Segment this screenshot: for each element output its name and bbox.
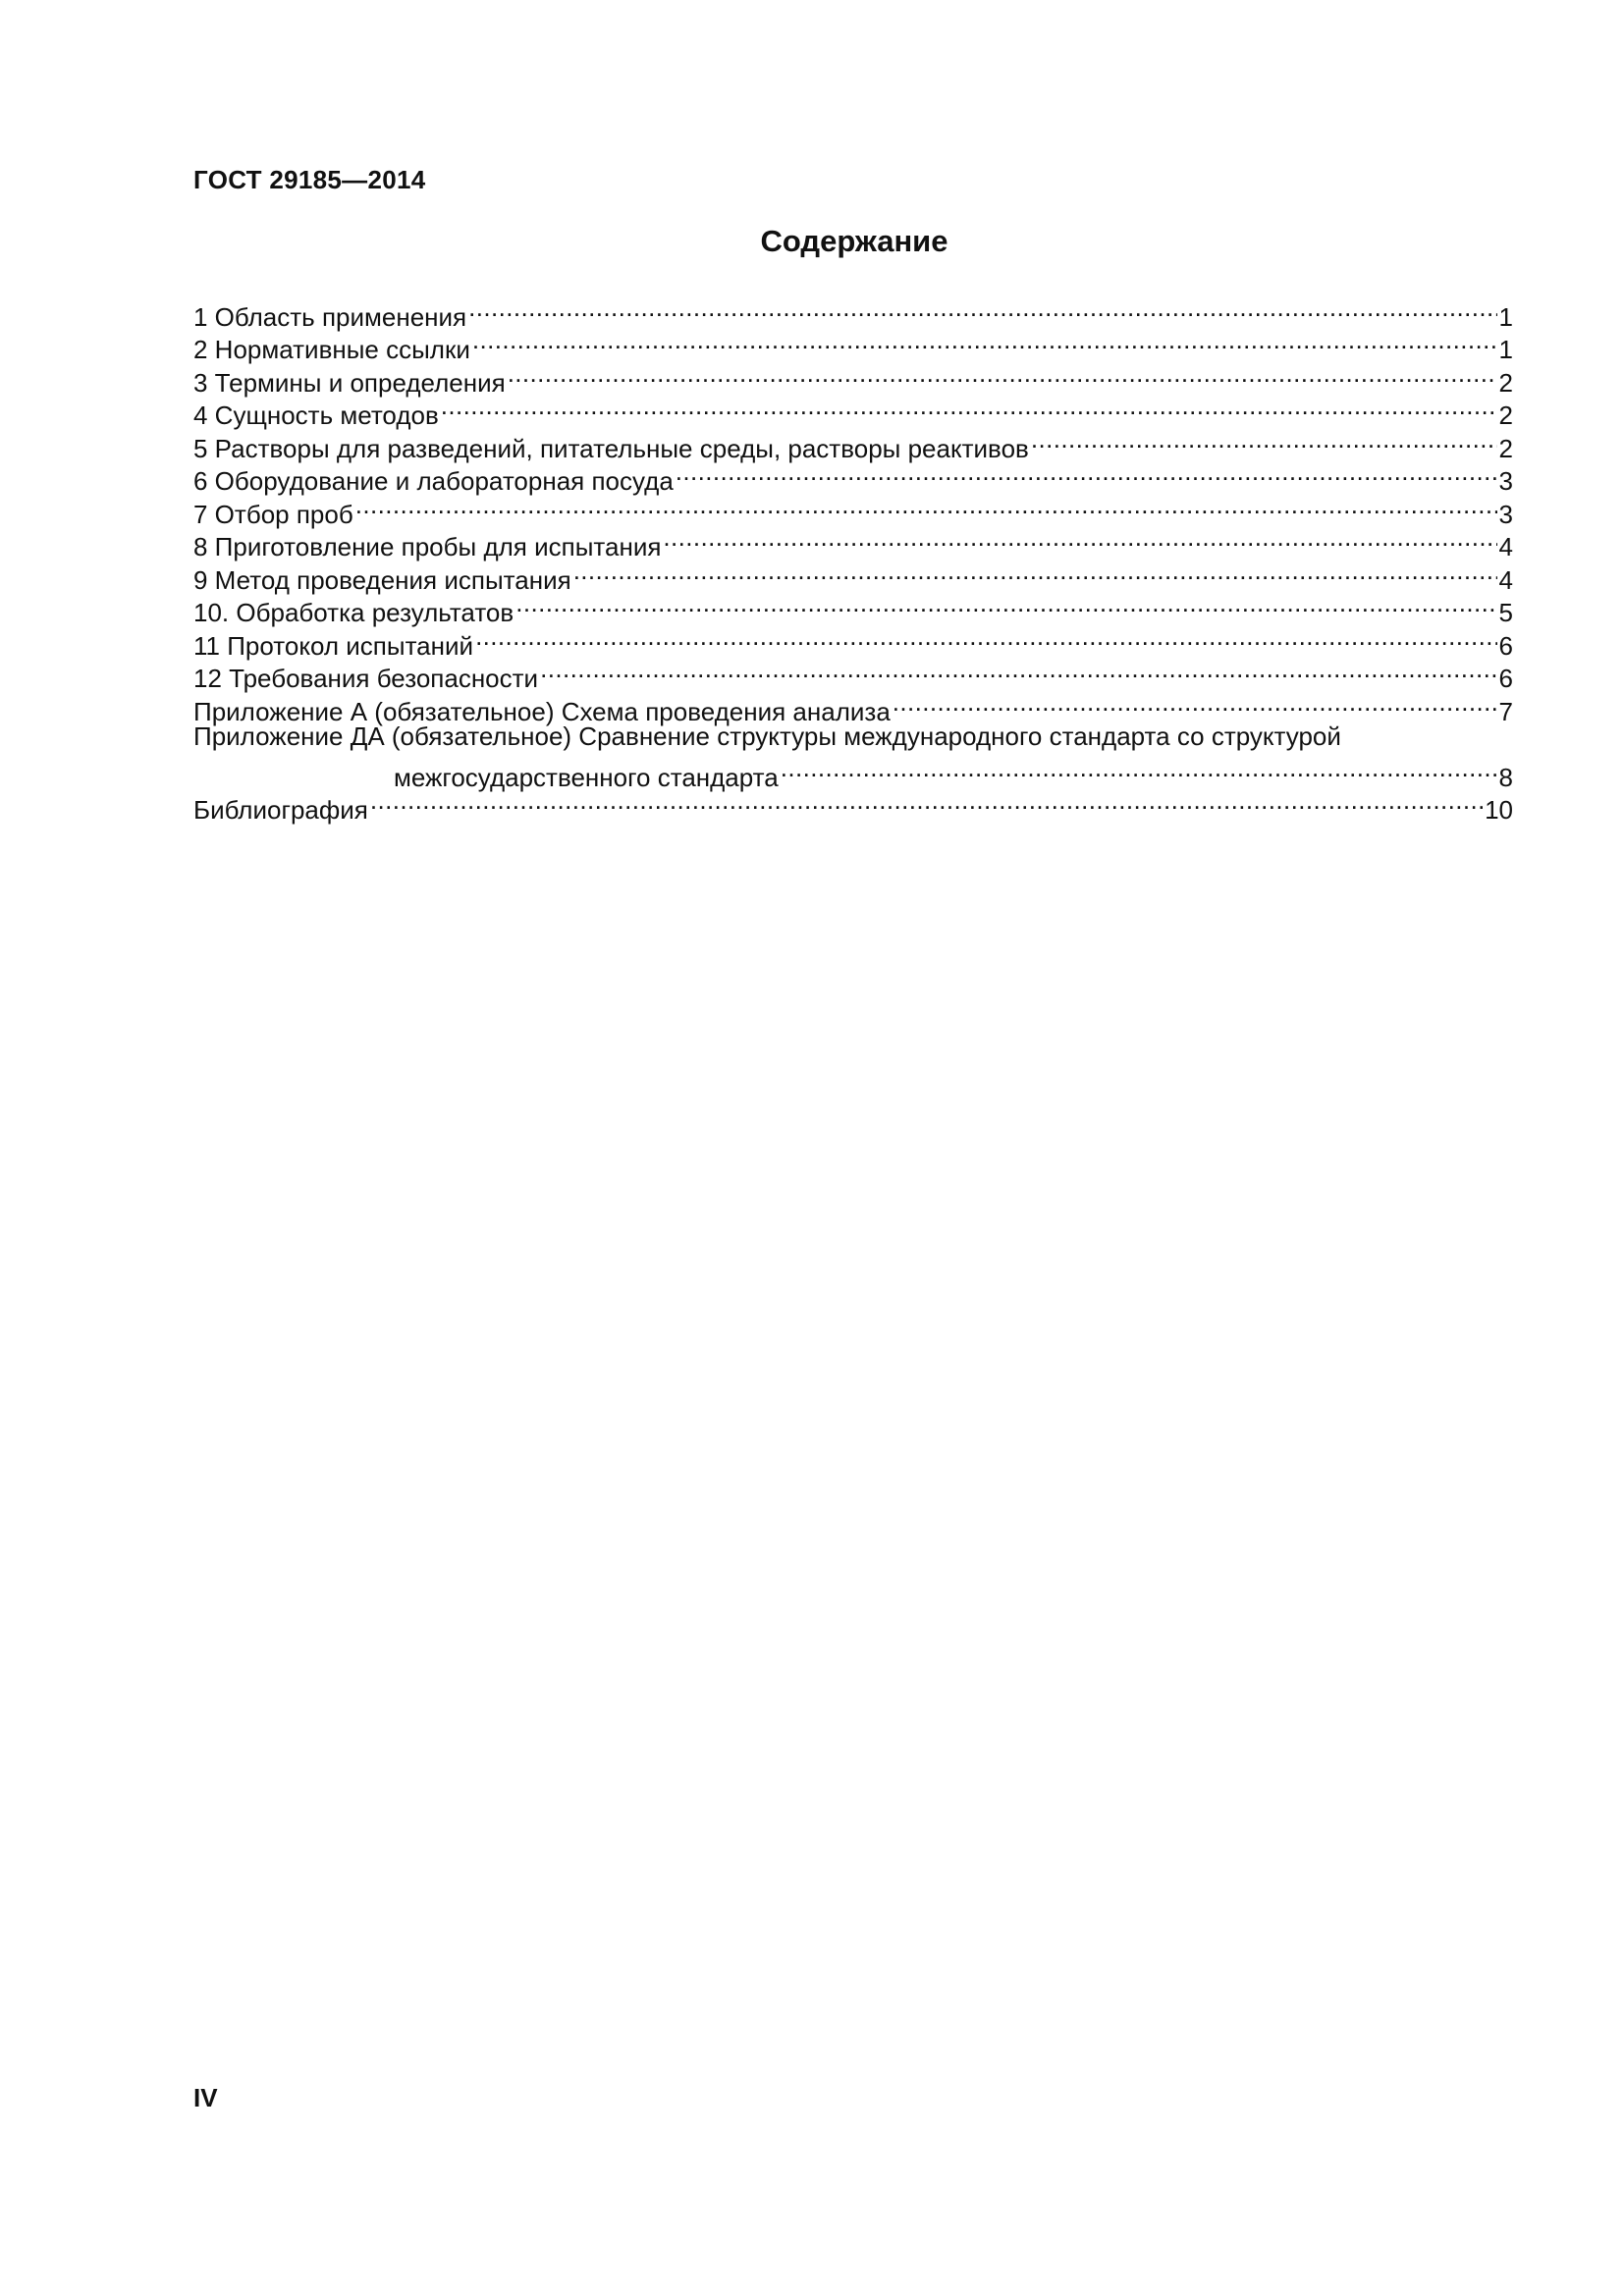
toc-entry-page: 4 xyxy=(1498,532,1513,561)
toc-entry-label: межгосударственного стандарта xyxy=(394,762,779,792)
dot-leader xyxy=(475,621,1496,655)
dot-leader xyxy=(472,326,1497,359)
toc-entry-label: 11 Протокол испытаний xyxy=(193,630,474,661)
toc-entry-label: 2 Нормативные ссылки xyxy=(193,335,470,364)
toc-entry[interactable] xyxy=(193,523,1513,561)
toc-entry-label: Библиография xyxy=(193,795,368,825)
toc-entry[interactable] xyxy=(193,490,1513,529)
toc-entry-page: 8 xyxy=(1498,762,1513,792)
page-number: IV xyxy=(193,2083,218,2112)
toc-entry-page: 5 xyxy=(1498,598,1513,627)
toc-entry[interactable] xyxy=(193,786,1513,825)
toc-entry-label: 1 Область применения xyxy=(193,301,467,332)
toc-entry-label: 3 Термины и определения xyxy=(193,367,506,398)
toc-entry-page: 3 xyxy=(1498,499,1513,529)
dot-leader xyxy=(663,523,1496,557)
dot-leader xyxy=(508,358,1497,392)
toc-entry-page: 1 xyxy=(1498,335,1513,364)
dot-leader xyxy=(573,556,1497,589)
toc-entry-label: 12 Требования безопасности xyxy=(193,664,539,693)
toc-entry-page: 3 xyxy=(1498,466,1513,496)
toc-title: Содержание xyxy=(760,224,948,258)
toc-entry-label: 5 Растворы для разведений, питательные среды, растворы реактивов xyxy=(193,433,1029,463)
toc-entry-multiline-first[interactable]: Приложение ДА (обязательное) Сравнение структуры международного стандарта со структурой xyxy=(193,721,1341,751)
toc-entry-page: 7 xyxy=(1498,696,1513,726)
dot-leader xyxy=(1031,424,1497,457)
dot-leader xyxy=(540,655,1496,688)
toc-entry-page: 2 xyxy=(1498,433,1513,463)
toc-entry-page: 2 xyxy=(1498,400,1513,430)
toc-entry-page: 1 xyxy=(1498,301,1513,332)
toc-entry-page: 4 xyxy=(1498,564,1513,595)
toc-entry-label: 7 Отбор проб xyxy=(193,499,353,529)
toc-entry-page: 2 xyxy=(1498,367,1513,398)
toc-entry-page: 6 xyxy=(1498,664,1513,693)
toc-entry-label: 10. Обработка результатов xyxy=(193,598,514,627)
dot-leader xyxy=(515,589,1496,622)
document-code: ГОСТ 29185—2014 xyxy=(193,165,426,194)
toc-entry-page: 6 xyxy=(1498,630,1513,661)
dot-leader xyxy=(468,293,1496,326)
dot-leader xyxy=(355,490,1497,523)
toc-entry-label: 6 Оборудование и лабораторная посуда xyxy=(193,466,674,496)
toc-entry-page: 10 xyxy=(1485,795,1513,825)
toc-entry-multiline-second[interactable] xyxy=(193,753,1513,792)
dot-leader xyxy=(676,457,1497,491)
table-of-contents xyxy=(193,293,1513,825)
dot-leader xyxy=(781,753,1497,786)
dot-leader xyxy=(370,786,1483,820)
toc-entry-label: 9 Метод проведения испытания xyxy=(193,564,571,595)
toc-entry-label: 4 Сущность методов xyxy=(193,400,439,430)
toc-entry-label: 8 Приготовление пробы для испытания xyxy=(193,532,662,561)
dot-leader xyxy=(441,392,1497,425)
toc-entry[interactable] xyxy=(193,293,1513,332)
toc-entry-label: Приложение А (обязательное) Схема проведения анализа xyxy=(193,696,891,726)
dot-leader xyxy=(893,687,1497,721)
